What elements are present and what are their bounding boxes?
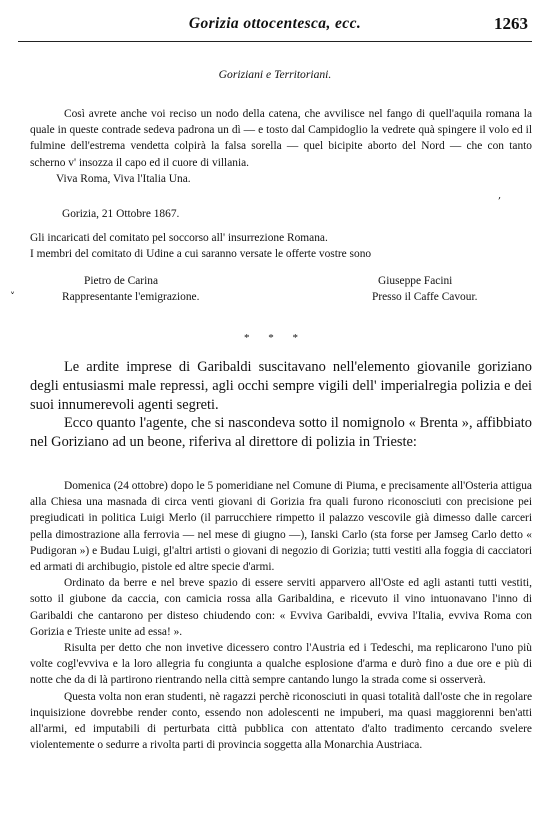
signatory-right xyxy=(372,273,477,305)
report-block xyxy=(30,478,532,753)
running-header xyxy=(18,14,532,42)
narrative-paragraph-2: Ecco quanto l'agente, che si nascondeva sotto il nomignolo « Brenta », affibbiato nel Goriziano ad un beone, riferiva al direttore di polizia in Trieste: xyxy=(30,415,532,451)
letter-subheading: Goriziani e Territoriani. xyxy=(218,68,332,81)
letter-body: Così avrete anche voi reciso un nodo della catena, che avvilisce nel fango di quell'aquila romana la quale in queste contrade sedeva padrona un dì — e tosto dal Campidoglio la vedrete quà spingere il volo ed il fulmine dell'estrema vendetta colpirà la falsa sorella — quel bicipite aborto del Nord — che con tanto scherno v' insozza il capo ed il cuore di villania. xyxy=(30,108,532,169)
signatory-left-name: Pietro de Carina xyxy=(84,275,159,287)
signatory-left xyxy=(62,273,199,305)
committee-line-2: I membri del comitato di Udine a cui saranno versate le offerte vostre sono xyxy=(30,248,372,260)
signatory-right-role: Presso il Caffe Cavour. xyxy=(372,291,478,303)
margin-mark: ˅ xyxy=(10,292,15,303)
narrative-paragraph-1: Le ardite imprese di Garibaldi suscitavano nell'elemento giovanile goriziano degli entusiasmi male repressi, agli occhi sempre vigili dell' imperialregia polizia e dei suoi innumerevoli agenti segreti. xyxy=(30,359,532,413)
margin-mark: , xyxy=(498,190,502,201)
report-paragraph-2: Ordinato da berre e nel breve spazio di essere serviti apparvero all'Oste ed agli astanti tutti vestiti, sotto il giubone da caccia, con camicia rossa alla Garibaldina, e ricevuto il vino intuonavano l'inno di Garibaldi che cantarono per disteso chiudendo con: « Evviva Garibaldi, evviva l'Italia, evviva Roma con Gorizia e Trieste unite ad essa! ». xyxy=(30,577,532,638)
page-number: 1263 xyxy=(494,14,528,33)
signatory-right-name: Giuseppe Facini xyxy=(378,275,453,287)
letter-block xyxy=(30,106,532,187)
report-paragraph-1: Domenica (24 ottobre) dopo le 5 pomeridiane nel Comune di Piuma, e precisamente all'Osteria attigua alla Chiesa una masnada di circa venti giovani di Gorizia fra quali furono riconosciuti con precisione pei pregiudicati in politica Luigi Merlo (il parrucchiere rimpetto il palazzo vescovile già dimesso dalle carceri pella dimostrazione alla ferrovia — nel mese di giugno —), Ianski Carlo (sta forse per Jamseg Carlo detto « Pudigoran ») e Budau Luigi, gl'altri artisti o giovani di negozio di Gorizia; tutti vestiti alla foggia di cacciatori ed armati di archibugio, pistole ed altre specie d'armi. xyxy=(30,480,532,574)
letter-acclaim: Viva Roma, Viva l'Italia Una. xyxy=(56,172,191,185)
section-separator: * * * xyxy=(244,332,306,344)
committee-line-1: Gli incaricati del comitato pel soccorso all' insurrezione Romana. xyxy=(30,232,328,244)
signatory-left-role: Rappresentante l'emigrazione. xyxy=(62,291,200,303)
report-paragraph-4: Questa volta non eran studenti, nè ragazzi perchè riconosciuti in quasi totalità dall'oste che in regolare inquisizione dovrebbe render conto, essendo non adolescenti ne impuberi, ma quasi maggiorenni ben'atti all'armi, ed imputabili di perturbata città pubblica con attentato d'alto tradimento cercando svelere violentemente o sedurre a rivolta parti di provincia soggetta alla Monarchia Austriaca. xyxy=(30,690,532,752)
running-title: Gorizia ottocentesca, ecc. xyxy=(188,15,362,32)
report-paragraph-3: Risulta per detto che non invetive dicessero contro l'Austria ed i Tedeschi, ma replicarono l'uno più volte cogl'evviva e la loro allegria fu congiunta a qualche esplosione d'arma e durò fino a due ore e più di notte che da di là partirono rientrando nella città sempre cantando lungo la strada come si osserverà. xyxy=(30,642,532,687)
letter-date: Gorizia, 21 Ottobre 1867. xyxy=(62,208,180,220)
narrative-block xyxy=(30,358,532,452)
